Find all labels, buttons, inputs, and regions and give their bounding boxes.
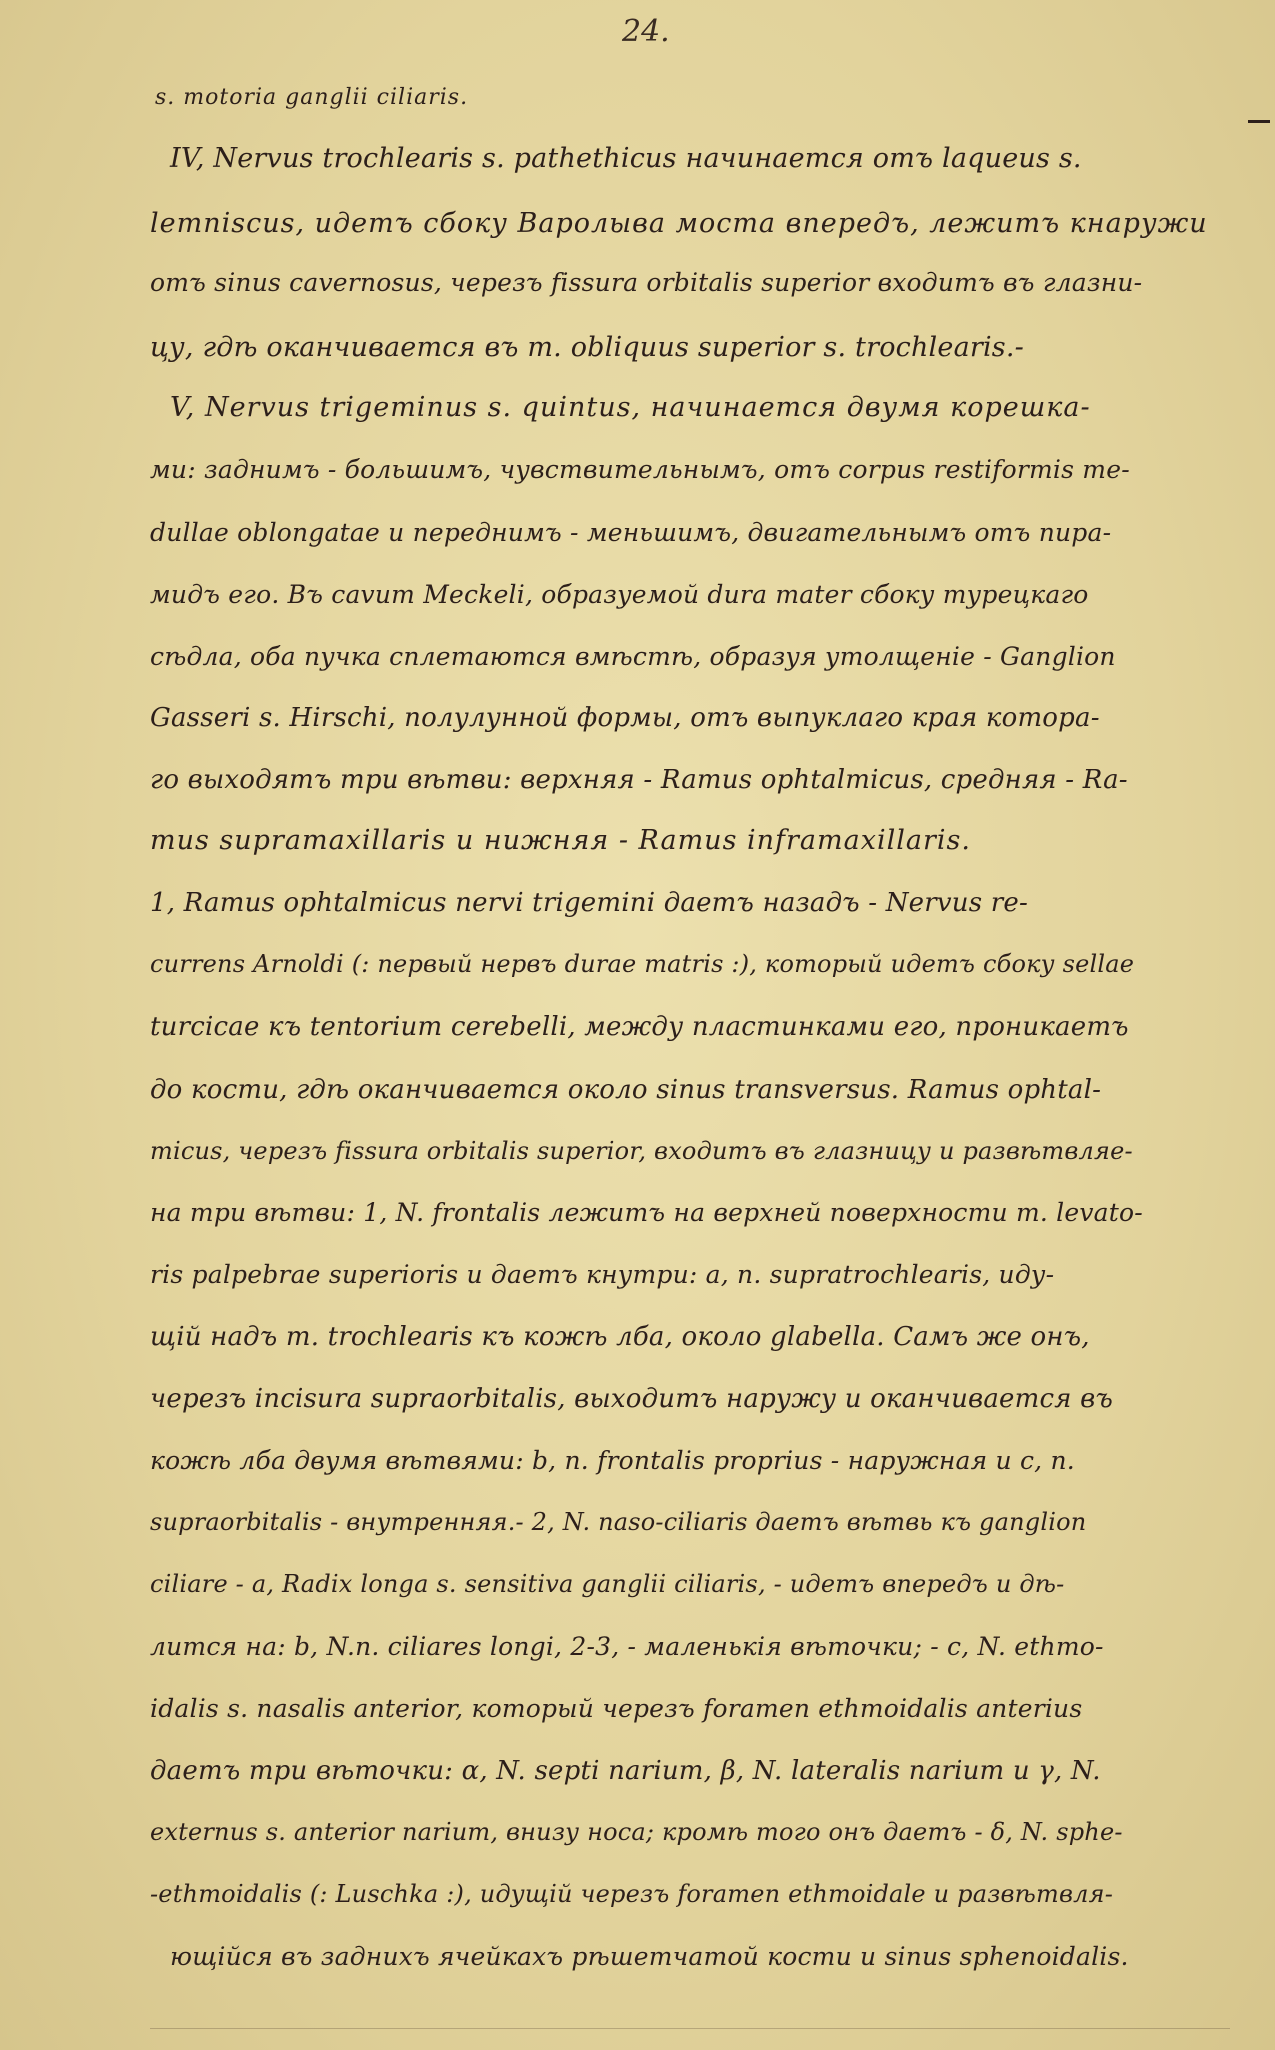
text-line: V, Nervus trigeminus s. quintus, начинается двумя корешка-: [170, 392, 1091, 423]
text-line: го выходятъ три вѣтви: верхняя - Ramus ophtalmicus, средняя - Ra-: [150, 765, 1128, 795]
text-line: отъ sinus cavernosus, черезъ fissura orbitalis superior входитъ въ глазни-: [150, 268, 1143, 297]
text-line: lemniscus, идетъ сбоку Варолыва моста впередъ, лежитъ кнаружи: [150, 208, 1208, 239]
text-line: supraorbitalis - внутренняя.- 2, N. naso-ciliaris даетъ вѣтвь къ ganglion: [150, 1508, 1087, 1536]
text-line: s. motoria ganglii ciliaris.: [155, 85, 469, 110]
text-line: черезъ incisura supraorbitalis, выходитъ наружу и оканчивается въ: [150, 1384, 1114, 1414]
text-line: -ethmoidalis (: Luschka :), идущій черезъ foramen ethmoidale и развѣтвля-: [150, 1880, 1114, 1908]
text-line: ris palpebrae superioris и даетъ кнутри: a, n. supratrochlearis, иду-: [150, 1260, 1055, 1289]
text-line: dullae oblongatae и переднимъ - меньшимъ, двигательнымъ отъ пира-: [150, 518, 1112, 547]
text-line: цу, гдѣ оканчивается въ m. obliquus superior s. trochlearis.-: [150, 332, 1024, 363]
text-line: currens Arnoldi (: первый нервъ durae matris :), который идетъ сбоку sellae: [150, 950, 1135, 978]
text-line: лится на: b, N.n. ciliares longi, 2-3, - маленькія вѣточки; - c, N. ethmo-: [150, 1632, 1104, 1661]
text-line: IV, Nervus trochlearis s. pathethicus начинается отъ laqueus s.: [170, 143, 1082, 174]
text-line: сѣдла, оба пучка сплетаются вмѣстѣ, образуя утолщеніе - Ganglion: [150, 642, 1116, 671]
text-line: mus supramaxillaris и нижняя - Ramus inframaxillaris.: [150, 825, 971, 856]
text-line: externus s. anterior narium, внизу носа; кромѣ того онъ даетъ - δ, N. sphe-: [150, 1818, 1123, 1846]
text-line: кожѣ лба двумя вѣтвями: b, n. frontalis proprius - наружная и c, n.: [150, 1446, 1075, 1475]
text-line: Gasseri s. Hirschi, полулунной формы, отъ выпуклаго края котора-: [150, 703, 1100, 733]
text-line: turcicae къ tentorium cerebelli, между пластинками его, проникаетъ: [150, 1012, 1129, 1042]
text-line: до кости, гдѣ оканчивается около sinus transversus. Ramus ophtal-: [150, 1075, 1102, 1105]
text-line: micus, черезъ fissura orbitalis superior, входитъ въ глазницу и развѣтвляе-: [150, 1137, 1133, 1165]
page-number: 24.: [622, 14, 670, 49]
text-line: ющiйся въ заднихъ ячейкахъ рѣшетчатой кости и sinus sphenoidalis.: [170, 1942, 1129, 1971]
text-line: мидъ его. Въ cavum Meckeli, образуемой dura mater сбоку турецкаго: [150, 580, 1089, 609]
text-line: даетъ три вѣточки: α, N. septi narium, β, N. lateralis narium и γ, N.: [150, 1756, 1101, 1786]
text-line: ми: заднимъ - большимъ, чувствительнымъ, отъ corpus restiformis me-: [150, 455, 1130, 484]
text-line: 1, Ramus ophtalmicus nervi trigemini даетъ назадъ - Nervus re-: [150, 888, 1028, 918]
text-line: на три вѣтви: 1, N. frontalis лежитъ на верхней поверхности m. levato-: [150, 1198, 1143, 1227]
text-line: щій надъ m. trochlearis къ кожѣ лба, около glabella. Самъ же онъ,: [150, 1322, 1090, 1352]
text-line: ciliare - a, Radix longa s. sensitiva ganglii ciliaris, - идетъ впередъ и дѣ-: [150, 1570, 1065, 1598]
bottom-rule: [150, 2028, 1230, 2029]
text-line: idalis s. nasalis anterior, который черезъ foramen ethmoidalis anterius: [150, 1694, 1083, 1723]
